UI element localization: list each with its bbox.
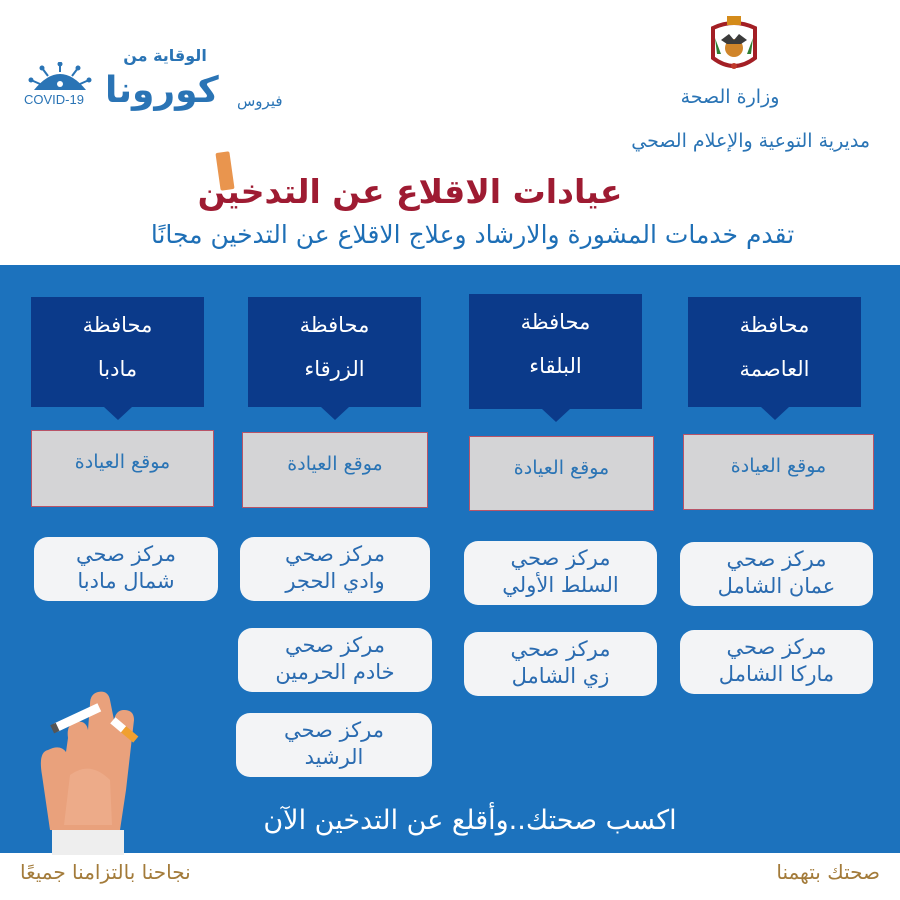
governorate-label: محافظة [299, 313, 370, 337]
page-title: عيادات الاقلاع عن التدخين [197, 172, 623, 211]
health-center-amman-comprehensive: مركز صحي عمان الشامل [680, 542, 873, 606]
governorate-label: محافظة [520, 310, 591, 334]
clinic-site-label-madaba: موقع العيادة [31, 430, 214, 507]
ministry-name: وزارة الصحة [680, 86, 780, 108]
covid-logo-english: COVID-19 [24, 92, 84, 107]
health-center-al-rasheed: مركز صحي الرشيد [236, 713, 432, 777]
clinic-site-label-capital: موقع العيادة [683, 434, 874, 510]
health-center-wadi-al-hajar: مركز صحي وادي الحجر [240, 537, 430, 601]
slogan: اكسب صحتك..وأقلع عن التدخين الآن [263, 805, 677, 836]
governorate-name: الزرقاء [304, 357, 365, 381]
health-center-khadem-al-haramain: مركز صحي خادم الحرمين [238, 628, 432, 692]
governorate-label: محافظة [82, 313, 153, 337]
governorate-label: محافظة [739, 313, 810, 337]
governorate-balqa [469, 294, 642, 409]
virus-icon [28, 62, 92, 92]
governorate-name: مادبا [97, 357, 138, 381]
governorate-zarqa [248, 297, 421, 407]
governorate-name: البلقاء [529, 354, 582, 378]
governorate-madaba [31, 297, 204, 407]
hand-breaking-cigarette-icon [30, 680, 150, 855]
covid-logo-top-text: الوقاية من [123, 46, 207, 65]
footer-tagline-left: نجاحنا بالتزامنا جميعًا [20, 860, 191, 884]
clinic-site-label-balqa: موقع العيادة [469, 436, 654, 511]
page-subtitle: تقدم خدمات المشورة والارشاد وعلاج الاقلاع عن التدخين مجانًا [150, 220, 795, 249]
jordan-emblem-icon [705, 14, 763, 78]
governorate-name: العاصمة [739, 357, 810, 381]
health-center-salt-primary: مركز صحي السلط الأولي [464, 541, 657, 605]
health-center-marka-comprehensive: مركز صحي ماركا الشامل [680, 630, 873, 694]
clinic-site-label-zarqa: موقع العيادة [242, 432, 428, 508]
covid-logo-corona-word: كورونا [105, 70, 219, 111]
footer-tagline-right: صحتك بتهمنا [776, 860, 880, 884]
governorate-capital [688, 297, 861, 407]
covid-logo-virus-word: فيروس [237, 92, 283, 110]
health-center-zai-comprehensive: مركز صحي زي الشامل [464, 632, 657, 696]
health-center-north-madaba: مركز صحي شمال مادبا [34, 537, 218, 601]
directorate-name: مديرية التوعية والإعلام الصحي [631, 130, 870, 152]
